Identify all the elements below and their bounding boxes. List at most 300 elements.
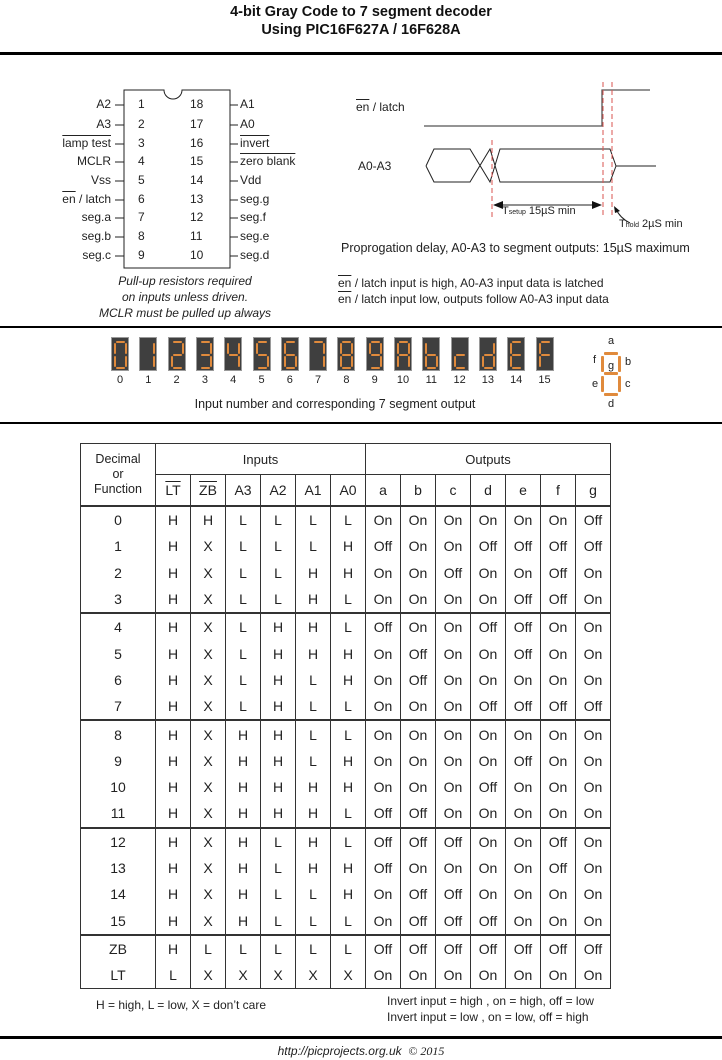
input-cell: H bbox=[331, 533, 366, 559]
column-header-cell bbox=[226, 475, 261, 507]
input-cell: L bbox=[296, 881, 331, 907]
seven-segment-number: 10 bbox=[396, 374, 410, 386]
input-cell: L bbox=[331, 613, 366, 640]
segment-d-icon bbox=[512, 367, 521, 369]
table-row bbox=[81, 748, 611, 774]
segment-g-label: g bbox=[608, 360, 615, 372]
pin-num-2: 2 bbox=[138, 117, 145, 131]
output-cell: On bbox=[576, 560, 611, 586]
segment-d-icon bbox=[604, 393, 618, 396]
input-cell: H bbox=[156, 935, 191, 962]
table-row bbox=[81, 533, 611, 559]
seven-segment-number: 1 bbox=[145, 374, 152, 386]
seven-segment-number: 15 bbox=[538, 374, 551, 386]
segment-f-label: f bbox=[593, 354, 597, 366]
segment-f-icon bbox=[369, 343, 371, 354]
segment-b-icon bbox=[153, 343, 155, 354]
row-function: 2 bbox=[81, 560, 156, 586]
segment-c-icon bbox=[267, 356, 269, 367]
input-cell: H bbox=[296, 613, 331, 640]
column-header-zb: $\overline{ZB}$ bbox=[199, 482, 217, 498]
input-cell: L bbox=[331, 693, 366, 720]
segment-b-icon bbox=[323, 343, 325, 354]
output-cell: On bbox=[576, 800, 611, 827]
segment-b-icon bbox=[238, 343, 240, 354]
pin-num-4: 4 bbox=[138, 154, 145, 168]
output-cell: On bbox=[506, 506, 541, 533]
input-cell: L bbox=[331, 907, 366, 934]
output-cell: On bbox=[471, 855, 506, 881]
pin-num-5: 5 bbox=[138, 173, 145, 187]
table-row bbox=[81, 506, 611, 533]
pin-num-13: 13 bbox=[190, 192, 204, 206]
output-cell: On bbox=[541, 748, 576, 774]
segment-a-icon bbox=[258, 341, 267, 343]
pin-label-seg-g: seg.g bbox=[240, 192, 270, 206]
table-row bbox=[81, 774, 611, 800]
output-cell: On bbox=[576, 613, 611, 640]
input-cell: H bbox=[261, 748, 296, 774]
seven-segment-display-8 bbox=[337, 337, 355, 371]
pin-num-8: 8 bbox=[138, 229, 145, 243]
table-row bbox=[81, 800, 611, 827]
column-header-cell bbox=[156, 475, 191, 507]
seven-segment-display-15 bbox=[536, 337, 554, 371]
seven-segment-number: 5 bbox=[258, 374, 265, 386]
output-cell: Off bbox=[366, 613, 401, 640]
segment-b-icon bbox=[408, 343, 410, 354]
column-header-a: a bbox=[366, 475, 401, 507]
output-cell: On bbox=[541, 506, 576, 533]
output-cell: On bbox=[506, 828, 541, 855]
output-cell: On bbox=[576, 828, 611, 855]
input-cell: H bbox=[156, 881, 191, 907]
segment-a-icon bbox=[173, 341, 182, 343]
output-cell: On bbox=[436, 693, 471, 720]
input-cell: X bbox=[191, 720, 226, 747]
output-cell: On bbox=[436, 774, 471, 800]
segment-c-icon bbox=[210, 356, 212, 367]
thold-label bbox=[619, 218, 683, 230]
output-cell: Off bbox=[401, 935, 436, 962]
signal-en-latch-label bbox=[356, 100, 405, 114]
output-cell: Off bbox=[541, 855, 576, 881]
ic-pinout bbox=[0, 0, 340, 325]
seven-segment-caption: Input number and corresponding 7 segment output bbox=[194, 397, 476, 411]
column-header-a1: A1 bbox=[304, 482, 322, 498]
latch-note-1-en: $\overline{en}$ bbox=[338, 276, 352, 290]
segment-g-icon bbox=[201, 354, 210, 356]
output-cell: On bbox=[576, 720, 611, 747]
seven-segment-display-4 bbox=[224, 337, 242, 371]
table-row bbox=[81, 667, 611, 693]
output-cell: Off bbox=[436, 828, 471, 855]
pullup-note-1: Pull-up resistors required bbox=[118, 274, 252, 288]
header-outputs: Outputs bbox=[366, 444, 611, 475]
input-cell: L bbox=[261, 881, 296, 907]
input-cell: H bbox=[261, 800, 296, 827]
output-cell: On bbox=[436, 667, 471, 693]
column-header-a3: A3 bbox=[234, 482, 252, 498]
pin-label-invert: invert bbox=[240, 136, 270, 150]
segment-c-icon bbox=[238, 356, 240, 367]
output-cell: Off bbox=[506, 693, 541, 720]
output-cell: On bbox=[576, 962, 611, 989]
input-cell: H bbox=[296, 586, 331, 613]
pin-num-16: 16 bbox=[190, 136, 204, 150]
input-cell: X bbox=[191, 881, 226, 907]
input-cell: H bbox=[261, 613, 296, 640]
input-cell: H bbox=[156, 613, 191, 640]
pin-num-15: 15 bbox=[190, 154, 204, 168]
output-cell: Off bbox=[366, 533, 401, 559]
segment-g-icon bbox=[173, 354, 182, 356]
seven-segment-display-2 bbox=[168, 337, 186, 371]
output-cell: Off bbox=[471, 613, 506, 640]
output-cell: Off bbox=[506, 533, 541, 559]
output-cell: On bbox=[401, 962, 436, 989]
pin-num-3: 3 bbox=[138, 136, 145, 150]
segment-e-icon bbox=[425, 356, 427, 367]
seven-segment-display-12 bbox=[451, 337, 469, 371]
table-row bbox=[81, 935, 611, 962]
segment-g-icon bbox=[258, 354, 267, 356]
input-cell: X bbox=[191, 613, 226, 640]
output-cell: Off bbox=[436, 935, 471, 962]
pin-num-1: 1 bbox=[138, 97, 145, 111]
output-cell: On bbox=[366, 748, 401, 774]
output-cell: On bbox=[506, 962, 541, 989]
pin-label-mclr: MCLR bbox=[76, 154, 111, 168]
input-cell: L bbox=[226, 667, 261, 693]
input-cell: L bbox=[226, 613, 261, 640]
segment-d-label: d bbox=[608, 398, 615, 410]
column-header-cell bbox=[331, 475, 366, 507]
prop-delay-text: Proprogation delay, A0-A3 to segment outputs: 15µS maximum bbox=[341, 241, 690, 255]
output-cell: On bbox=[541, 640, 576, 666]
input-cell: L bbox=[226, 560, 261, 586]
segment-g-icon bbox=[456, 354, 465, 356]
segment-g-icon bbox=[427, 354, 436, 356]
table-row bbox=[81, 720, 611, 747]
output-cell: Off bbox=[541, 560, 576, 586]
legend-invert-low: Invert input = low , on = low, off = high bbox=[387, 1010, 589, 1024]
latch-note-1-text: / latch input is high, A0-A3 input data is latched bbox=[351, 276, 604, 290]
seven-segment-number: 6 bbox=[286, 374, 293, 386]
segment-d-icon bbox=[371, 367, 380, 369]
input-cell: L bbox=[331, 935, 366, 962]
latch-note-2 bbox=[338, 292, 609, 306]
row-function: 9 bbox=[81, 748, 156, 774]
output-cell: On bbox=[436, 720, 471, 747]
segment-d-icon bbox=[484, 367, 493, 369]
table-row bbox=[81, 586, 611, 613]
output-cell: On bbox=[366, 720, 401, 747]
footer bbox=[0, 1044, 722, 1059]
input-cell: L bbox=[226, 533, 261, 559]
header-inputs: Inputs bbox=[156, 444, 366, 475]
input-cell: L bbox=[296, 748, 331, 774]
input-cell: H bbox=[331, 640, 366, 666]
row-function: ZB bbox=[81, 935, 156, 962]
output-cell: On bbox=[436, 533, 471, 559]
input-cell: H bbox=[296, 774, 331, 800]
input-cell: L bbox=[226, 693, 261, 720]
row-function: LT bbox=[81, 962, 156, 989]
segment-e-label: e bbox=[592, 378, 599, 390]
output-cell: On bbox=[576, 774, 611, 800]
segment-a-icon bbox=[512, 341, 521, 343]
pin-label-seg-e: seg.e bbox=[240, 229, 270, 243]
timing-diagram bbox=[330, 60, 722, 320]
input-cell: H bbox=[156, 506, 191, 533]
output-cell: On bbox=[401, 613, 436, 640]
segment-b-icon bbox=[618, 356, 621, 372]
segment-c-label: c bbox=[625, 378, 631, 390]
output-cell: On bbox=[436, 962, 471, 989]
legend-invert-high: Invert input = high , on = high, off = low bbox=[387, 994, 594, 1008]
output-cell: On bbox=[401, 693, 436, 720]
output-cell: On bbox=[366, 586, 401, 613]
output-cell: Off bbox=[506, 613, 541, 640]
input-cell: H bbox=[156, 586, 191, 613]
segment-d-icon bbox=[342, 367, 351, 369]
input-cell: X bbox=[331, 962, 366, 989]
segment-c-icon bbox=[351, 356, 353, 367]
pin-num-14: 14 bbox=[190, 173, 204, 187]
input-cell: H bbox=[296, 828, 331, 855]
segment-f-icon bbox=[256, 343, 258, 354]
input-cell: L bbox=[261, 506, 296, 533]
segment-d-icon bbox=[258, 367, 267, 369]
output-cell: On bbox=[366, 667, 401, 693]
column-header-c: c bbox=[436, 475, 471, 507]
output-cell: Off bbox=[506, 748, 541, 774]
segment-a-label: a bbox=[608, 335, 615, 347]
segment-f-icon bbox=[510, 343, 512, 354]
row-function: 10 bbox=[81, 774, 156, 800]
row-function: 0 bbox=[81, 506, 156, 533]
segment-e-icon bbox=[397, 356, 399, 367]
segment-f-icon bbox=[340, 343, 342, 354]
input-cell: L bbox=[331, 800, 366, 827]
pin-label-a1: A1 bbox=[240, 97, 255, 111]
output-cell: Off bbox=[506, 640, 541, 666]
input-cell: H bbox=[261, 667, 296, 693]
table-row bbox=[81, 693, 611, 720]
segment-d-icon bbox=[427, 367, 436, 369]
input-cell: L bbox=[261, 935, 296, 962]
seven-segment-number: 8 bbox=[343, 374, 350, 386]
column-header-a0: A0 bbox=[339, 482, 357, 498]
input-cell: L bbox=[296, 720, 331, 747]
output-cell: Off bbox=[436, 907, 471, 934]
row-function: 7 bbox=[81, 693, 156, 720]
row-function: 8 bbox=[81, 720, 156, 747]
pin-label-zero-blank: zero blank bbox=[240, 154, 296, 168]
output-cell: On bbox=[576, 881, 611, 907]
output-cell: On bbox=[506, 667, 541, 693]
pin-label-seg-b: seg.b bbox=[81, 229, 111, 243]
segment-b-icon bbox=[182, 343, 184, 354]
row-function: 15 bbox=[81, 907, 156, 934]
segment-g-icon bbox=[484, 354, 493, 356]
input-cell: H bbox=[226, 720, 261, 747]
seven-segment-display-10 bbox=[394, 337, 412, 371]
output-cell: Off bbox=[576, 533, 611, 559]
input-cell: H bbox=[156, 907, 191, 934]
column-header-lt: $\overline{LT}$ bbox=[165, 482, 181, 498]
input-cell: H bbox=[226, 855, 261, 881]
output-cell: On bbox=[401, 506, 436, 533]
footer-url[interactable]: http://picprojects.org.uk bbox=[277, 1044, 402, 1058]
input-cell: H bbox=[226, 881, 261, 907]
input-cell: H bbox=[226, 907, 261, 934]
input-cell: L bbox=[261, 855, 296, 881]
output-cell: On bbox=[541, 881, 576, 907]
output-cell: Off bbox=[541, 533, 576, 559]
output-cell: On bbox=[506, 720, 541, 747]
output-cell: On bbox=[541, 774, 576, 800]
segment-a-icon bbox=[399, 341, 408, 343]
input-cell: L bbox=[296, 935, 331, 962]
output-cell: On bbox=[541, 800, 576, 827]
segment-c-icon bbox=[295, 356, 297, 367]
segment-c-icon bbox=[380, 356, 382, 367]
output-cell: Off bbox=[436, 560, 471, 586]
segment-c-icon bbox=[618, 376, 621, 392]
segment-c-icon bbox=[493, 356, 495, 367]
output-cell: On bbox=[576, 586, 611, 613]
left-pin-labels bbox=[0, 97, 111, 267]
input-cell: H bbox=[331, 855, 366, 881]
segment-e-icon bbox=[601, 376, 604, 392]
output-cell: On bbox=[576, 667, 611, 693]
output-cell: On bbox=[436, 613, 471, 640]
input-cell: L bbox=[226, 586, 261, 613]
segment-g-icon bbox=[229, 354, 238, 356]
pin-num-12: 12 bbox=[190, 210, 204, 224]
input-cell: L bbox=[331, 586, 366, 613]
row-function: 1 bbox=[81, 533, 156, 559]
output-cell: Off bbox=[541, 828, 576, 855]
output-cell: Off bbox=[401, 640, 436, 666]
header-or: or bbox=[112, 467, 124, 481]
seven-segment-number: 9 bbox=[371, 374, 378, 386]
segment-b-icon bbox=[380, 343, 382, 354]
output-cell: Off bbox=[366, 800, 401, 827]
pin-label-en: $\overline{en}$ bbox=[62, 192, 76, 206]
segment-d-icon bbox=[116, 367, 125, 369]
table-row bbox=[81, 828, 611, 855]
output-cell: Off bbox=[506, 935, 541, 962]
seven-segment-number: 11 bbox=[425, 374, 437, 386]
output-cell: Off bbox=[401, 828, 436, 855]
table-row bbox=[81, 640, 611, 666]
segment-f-icon bbox=[397, 343, 399, 354]
segment-d-icon bbox=[201, 367, 210, 369]
signal-en-label: $\overline{en}$ bbox=[356, 100, 370, 114]
row-function: 4 bbox=[81, 613, 156, 640]
segment-d-icon bbox=[173, 367, 182, 369]
pin-label-a0: A0 bbox=[240, 117, 255, 131]
table-row bbox=[81, 855, 611, 881]
thold-t: T bbox=[619, 218, 626, 230]
table-row bbox=[81, 962, 611, 989]
divider-bottom bbox=[0, 1036, 722, 1039]
pin-label-seg-c: seg.c bbox=[82, 248, 111, 262]
output-cell: On bbox=[541, 667, 576, 693]
input-cell: H bbox=[261, 640, 296, 666]
input-cell: L bbox=[226, 506, 261, 533]
output-cell: On bbox=[366, 640, 401, 666]
output-cell: On bbox=[401, 855, 436, 881]
row-function: 13 bbox=[81, 855, 156, 881]
segment-f-icon bbox=[539, 343, 541, 354]
output-cell: On bbox=[541, 907, 576, 934]
table-row bbox=[81, 560, 611, 586]
segment-c-icon bbox=[408, 356, 410, 367]
seven-segment-display-5 bbox=[253, 337, 271, 371]
input-cell: H bbox=[226, 748, 261, 774]
output-cell: On bbox=[576, 907, 611, 934]
segment-e-icon bbox=[171, 356, 173, 367]
header-function: Function bbox=[94, 482, 142, 496]
output-cell: Off bbox=[576, 693, 611, 720]
input-cell: H bbox=[261, 720, 296, 747]
column-header-cell bbox=[191, 475, 226, 507]
output-cell: On bbox=[471, 962, 506, 989]
pin-num-6: 6 bbox=[138, 192, 145, 206]
row-function: 14 bbox=[81, 881, 156, 907]
pin-num-7: 7 bbox=[138, 210, 145, 224]
output-cell: On bbox=[436, 506, 471, 533]
output-cell: Off bbox=[366, 935, 401, 962]
segment-a-icon bbox=[314, 341, 323, 343]
output-cell: Off bbox=[401, 881, 436, 907]
input-cell: L bbox=[296, 907, 331, 934]
column-header-g: g bbox=[576, 475, 611, 507]
input-cell: H bbox=[331, 560, 366, 586]
segment-g-icon bbox=[342, 354, 351, 356]
input-cell: H bbox=[156, 800, 191, 827]
segment-a-icon bbox=[342, 341, 351, 343]
segment-d-icon bbox=[456, 367, 465, 369]
input-cell: H bbox=[296, 640, 331, 666]
segment-g-icon bbox=[286, 354, 295, 356]
output-cell: On bbox=[366, 907, 401, 934]
output-cell: On bbox=[366, 560, 401, 586]
tsetup-value: 15µS min bbox=[525, 205, 576, 217]
output-cell: On bbox=[471, 586, 506, 613]
seven-segment-number: 0 bbox=[116, 374, 124, 386]
row-function: 11 bbox=[81, 800, 156, 827]
latch-note-1 bbox=[338, 276, 604, 290]
input-cell: X bbox=[191, 693, 226, 720]
input-cell: X bbox=[191, 962, 226, 989]
output-cell: On bbox=[471, 720, 506, 747]
output-cell: Off bbox=[576, 935, 611, 962]
output-cell: On bbox=[576, 748, 611, 774]
input-cell: X bbox=[191, 667, 226, 693]
header-decimal-function bbox=[81, 444, 156, 507]
column-header-b: b bbox=[401, 475, 436, 507]
input-cell: X bbox=[191, 800, 226, 827]
segment-e-icon bbox=[340, 356, 342, 367]
segment-g-icon bbox=[371, 354, 380, 356]
pin-num-9: 9 bbox=[138, 248, 145, 262]
row-function: 6 bbox=[81, 667, 156, 693]
